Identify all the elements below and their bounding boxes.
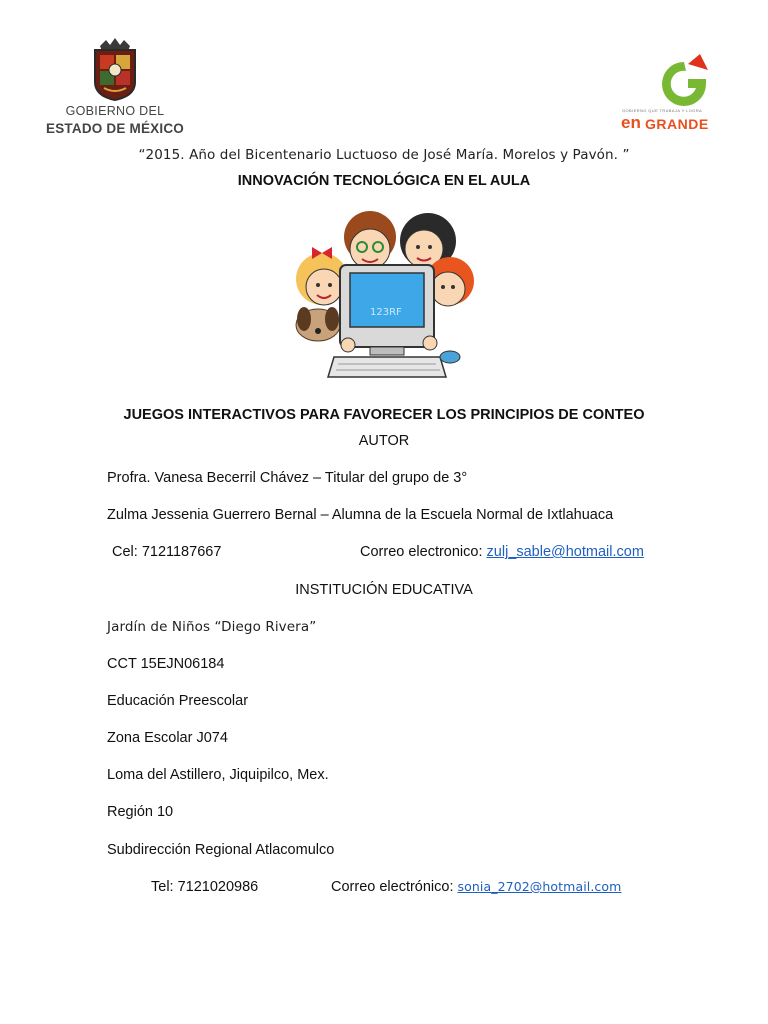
author-heading: AUTOR [358,433,410,449]
kids-computer-icon [290,207,480,389]
school-subdirection: Subdirección Regional Atlacomulco [107,842,335,858]
gobierno-estado-mexico-logo [40,38,190,143]
logo-grande-text: GRANDE [645,116,709,132]
school-cct: CCT 15EJN06184 [107,656,225,672]
contact-email-2 [331,879,621,895]
school-level: Educación Preescolar [107,693,249,709]
author-line-1: Profra. Vanesa Becerril Chávez – Titular del grupo de 3° [107,470,468,486]
school-region: Región 10 [107,804,174,820]
illustration-watermark: 123RF [370,307,402,318]
logo-line-2: ESTADO DE MÉXICO [46,121,184,136]
kids-computer-illustration [290,207,480,389]
logo-en-text: en [621,113,641,132]
email-link-1[interactable]: zulj_sable@hotmail.com [486,544,644,560]
institution-heading: INSTITUCIÓN EDUCATIVA [295,582,473,598]
school-zone: Zona Escolar J074 [107,730,228,746]
email-link-2[interactable]: sonia_2702@hotmail.com [457,879,622,894]
motto: “2015. Año del Bicentenario Luctuoso de José María. Morelos y Pavón. ” [138,147,630,163]
contact-cel: Cel: 7121187667 [112,544,222,560]
contact-email-label-1: Correo electronico: [360,544,487,560]
g-logo-icon [618,52,728,108]
engrande-logo [618,52,728,137]
coat-of-arms-icon [40,38,190,102]
author-line-2: Zulma Jessenia Guerrero Bernal – Alumna de la Escuela Normal de Ixtlahuaca [107,507,614,523]
school-location: Loma del Astillero, Jiquipilco, Mex. [107,767,329,783]
contact-email-1 [360,544,644,560]
logo-tagline: GOBIERNO QUE TRABAJA Y LOGRA [622,108,703,113]
contact-email-label-2: Correo electrónico: [331,879,458,895]
project-title: JUEGOS INTERACTIVOS PARA FAVORECER LOS PRINCIPIOS DE CONTEO [123,407,645,423]
document-title: INNOVACIÓN TECNOLÓGICA EN EL AULA [237,173,531,189]
contact-tel: Tel: 7121020986 [151,879,259,895]
logo-line-1: GOBIERNO DEL [65,104,165,118]
school-name: Jardín de Niños “Diego Rivera” [107,619,317,635]
